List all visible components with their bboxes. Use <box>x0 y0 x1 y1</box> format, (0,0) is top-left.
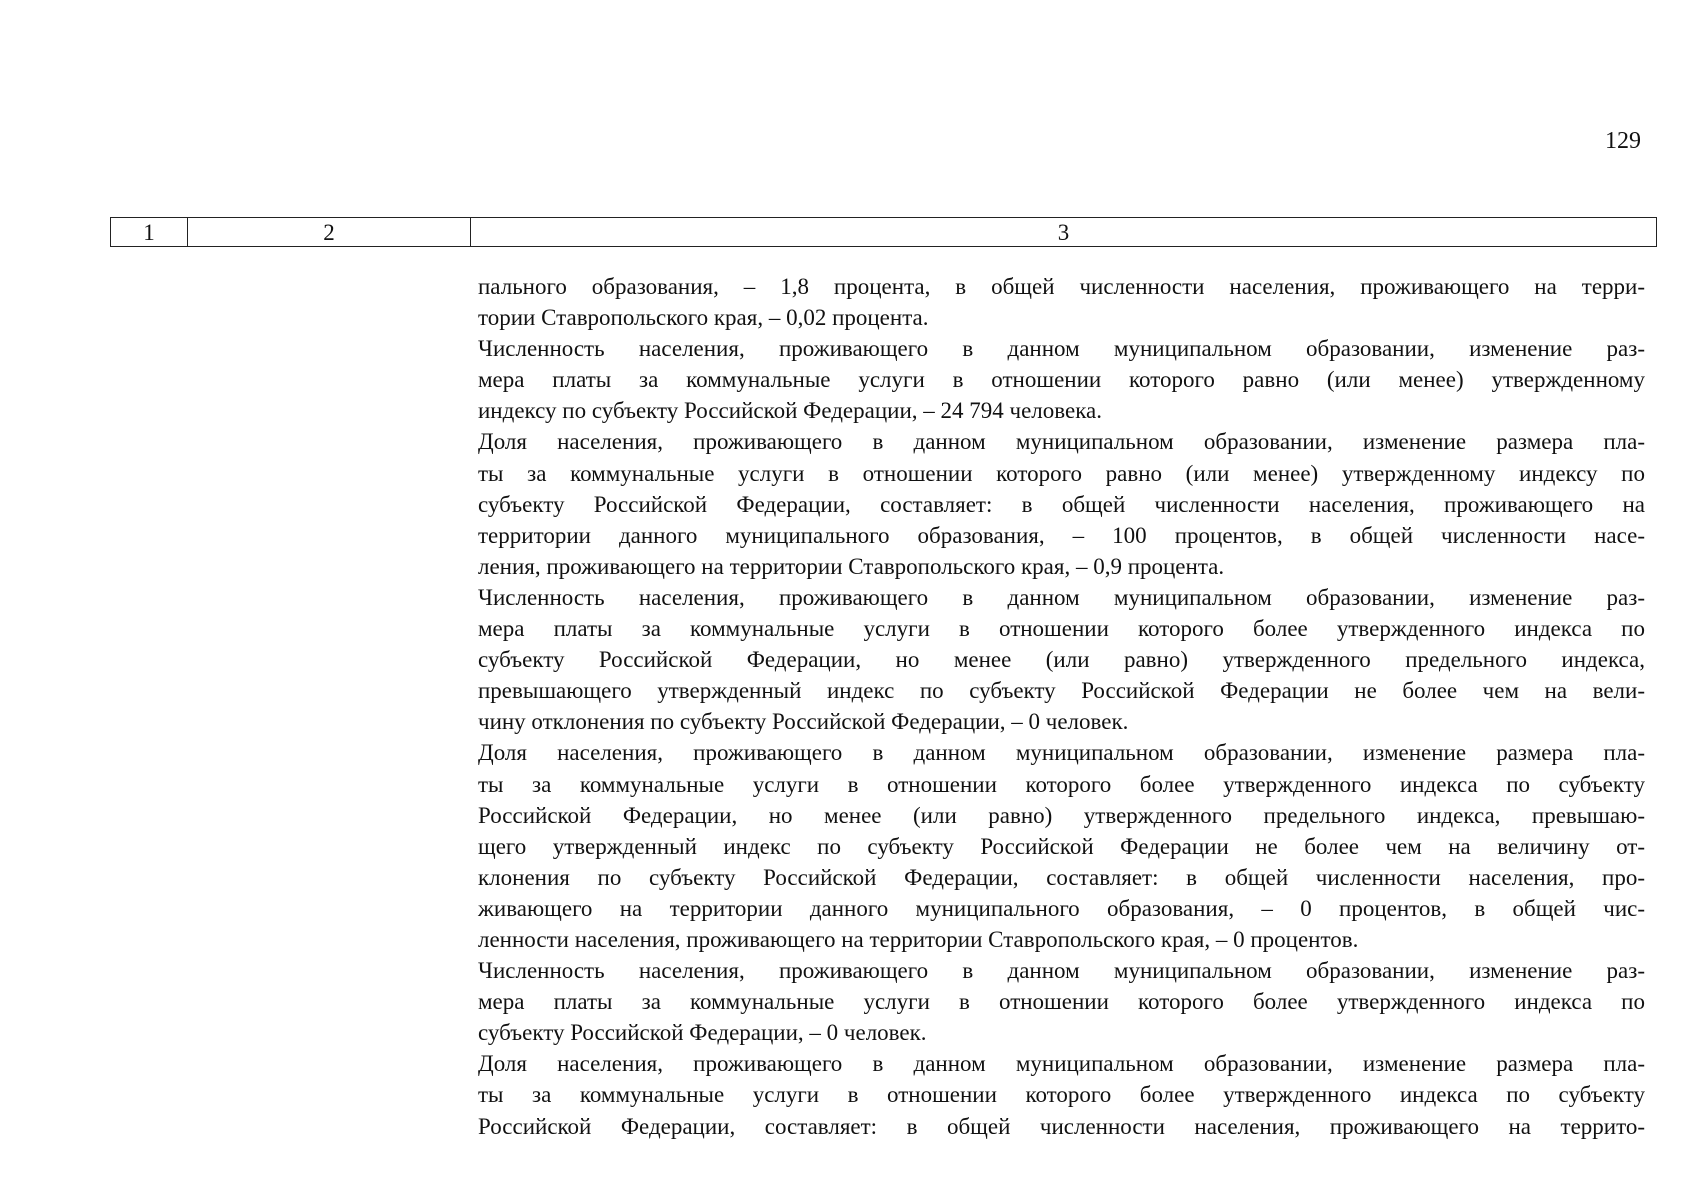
text-line: Численность населения, проживающего в данном муниципальном образовании, изменение раз- <box>478 336 1645 362</box>
text-line: Доля населения, проживающего в данном муниципальном образовании, изменение размера пла- <box>478 1051 1645 1077</box>
text-line: тории Ставропольского края, – 0,02 процента. <box>478 305 929 331</box>
text-line: ты за коммунальные услуги в отношении которого более утвержденного индекса по субъекту <box>478 771 1645 797</box>
text-line: щего утвержденный индекс по субъекту Российской Федерации не более чем на величину от- <box>478 833 1645 859</box>
text-line: субъекту Российской Федерации, составляет: в общей численности населения, проживающего на <box>478 491 1645 517</box>
paragraph <box>478 271 1645 333</box>
text-line: превышающего утвержденный индекс по субъекту Российской Федерации не более чем на вели- <box>478 678 1645 704</box>
text-line: ленности населения, проживающего на территории Ставропольского края, – 0 процентов. <box>478 926 1359 952</box>
text-line: живающего на территории данного муниципального образования, – 0 процентов, в общей чис- <box>478 895 1645 921</box>
paragraph <box>478 955 1645 1048</box>
paragraph <box>478 426 1645 581</box>
text-line: мера платы за коммунальные услуги в отношении которого более утвержденного индекса по <box>478 616 1645 642</box>
paragraph <box>478 737 1645 955</box>
text-line: Доля населения, проживающего в данном муниципальном образовании, изменение размера пла- <box>478 429 1645 455</box>
column-number-3: 3 <box>471 218 1657 247</box>
text-line: Численность населения, проживающего в данном муниципальном образовании, изменение раз- <box>478 584 1645 610</box>
text-line: клонения по субъекту Российской Федерации, составляет: в общей численности населения, про- <box>478 864 1645 890</box>
paragraph <box>478 333 1645 426</box>
paragraph <box>478 582 1645 737</box>
text-line: индексу по субъекту Российской Федерации, – 24 794 человека. <box>478 398 1102 424</box>
paragraph <box>478 1048 1645 1141</box>
column-number-2: 2 <box>188 218 471 247</box>
page-number: 129 <box>1605 128 1641 154</box>
text-line: субъекту Российской Федерации, но менее (или равно) утвержденного предельного индекса, <box>478 647 1645 673</box>
text-line: ты за коммунальные услуги в отношении которого равно (или менее) утвержденному индексу по <box>478 460 1645 486</box>
text-line: мера платы за коммунальные услуги в отношении которого равно (или менее) утвержденному <box>478 367 1645 393</box>
text-line: Доля населения, проживающего в данном муниципальном образовании, изменение размера пла- <box>478 740 1645 766</box>
text-line: территории данного муниципального образования, – 100 процентов, в общей численности насе- <box>478 522 1645 548</box>
column-number-1: 1 <box>111 218 188 247</box>
text-line: пального образования, – 1,8 процента, в общей численности населения, проживающего на терри- <box>478 274 1645 299</box>
text-line: Российской Федерации, но менее (или равно) утвержденного предельного индекса, превышаю- <box>478 802 1645 828</box>
text-line: Российской Федерации, составляет: в общей численности населения, проживающего на террито- <box>478 1113 1645 1139</box>
text-line: мера платы за коммунальные услуги в отношении которого более утвержденного индекса по <box>478 989 1645 1015</box>
text-line: чину отклонения по субъекту Российской Федерации, – 0 человек. <box>478 709 1129 735</box>
document-body-text <box>478 271 1645 1142</box>
table-column-header <box>110 217 1657 247</box>
text-line: Численность населения, проживающего в данном муниципальном образовании, изменение раз- <box>478 958 1645 984</box>
text-line: ты за коммунальные услуги в отношении которого более утвержденного индекса по субъекту <box>478 1082 1645 1108</box>
text-line: ления, проживающего на территории Ставропольского края, – 0,9 процента. <box>478 553 1225 579</box>
text-line: субъекту Российской Федерации, – 0 человек. <box>478 1020 927 1046</box>
